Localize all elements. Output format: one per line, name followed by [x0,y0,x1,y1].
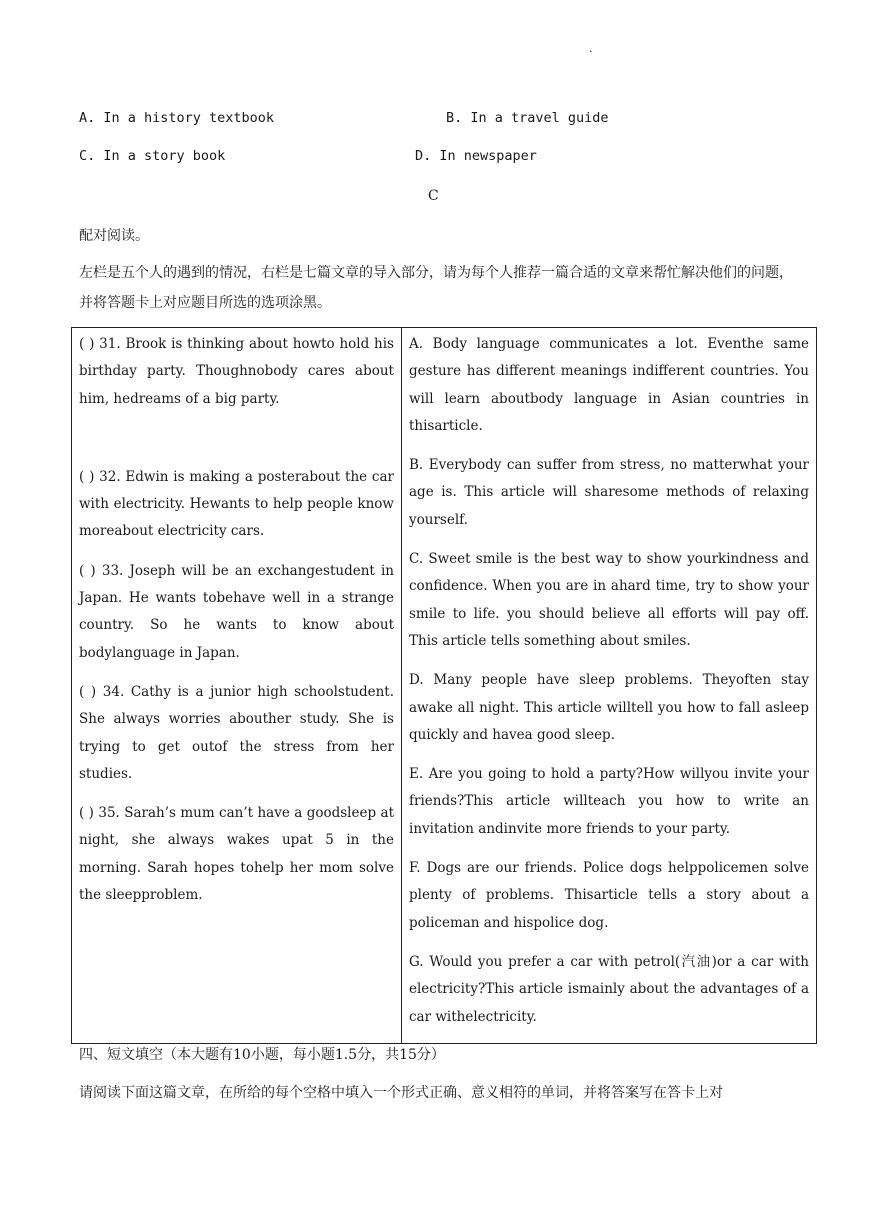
option-a: A. In a history textbook [79,110,275,126]
question-34: ( ) 34. Cathy is a junior high schoolstudent. She always worries abouther study. She is trying to get outof the stress from her studies. [79,683,394,782]
article-b: B. Everybody can suffer from stress, no matterwhat your age is. This article will sharesome methods of relaxing yourself. [409,457,809,528]
option-b: B. In a travel guide [446,110,609,126]
article-e: E. Are you going to hold a party?How willyou invite your friends?This article willteach you how to write an invitation andinvite more friends to your party. [409,766,809,837]
question-31: ( ) 31. Brook is thinking about howto hold his birthday party. Thoughnobody cares about him, hedreams of a big party. [79,336,394,407]
article-a: A. Body language communicates a lot. Eventhe same gesture has different meanings indifferent countries. You will learn aboutbody language in Asian countries in thisarticle. [409,336,809,434]
question-32: ( ) 32. Edwin is making a posterabout the car with electricity. Hewants to help people know moreabout electricity cars. [79,468,394,540]
option-c: C. In a story book [79,148,226,164]
section4-instructions: 请阅读下面这篇文章，在所给的每个空格中填入一个形式正确、意义相符的单词，并将答案写在答卡上对 [79,1085,723,1101]
option-d: D. In newspaper [415,148,537,164]
article-g: G. Would you prefer a car with petrol(汽油)or a car with electricity?This article ismainly about the advantages of a car withelectricity. [409,953,809,1025]
question-33: ( ) 33. Joseph will be an exchangestudent in Japan. He wants tobehave well in a strange country. So he wants to know about bodylanguage in Japan. [79,562,394,661]
instructions: 左栏是五个人的遇到的情况，右栏是七篇文章的导入部分，请为每个人推荐一篇合适的文章来帮忙解决他们的问题，并将答题卡上对应题目所选的选项涂黑。 [79,265,793,311]
matching-table [71,327,817,1044]
article-c: C. Sweet smile is the best way to show yourkindness and confidence. When you are in ahard time, try to show your smile to life. you should believe all efforts will pay off. This article tells something about smiles. [409,551,809,649]
left-column [72,328,402,1044]
article-d: D. Many people have sleep problems. Theyoften stay awake all night. This article willtell you how to fall asleep quickly and havea good sleep. [409,672,809,743]
right-column [402,328,817,1044]
section-title: 配对阅读。 [79,228,149,244]
section4-title: 四、短文填空（本大题有10小题，每小题1.5分，共15分） [79,1047,445,1063]
question-35: ( ) 35. Sarah’s mum can’t have a goodsleep at night, she always wakes upat 5 in the morning. Sarah hopes tohelp her mom solve the sleepproblem. [79,805,394,904]
page-marker: . [589,42,593,55]
section-letter: C [428,188,439,204]
article-f: F. Dogs are our friends. Police dogs helppolicemen solve plenty of problems. Thisarticle tells a story about a policeman and hispolice dog. [409,860,809,931]
